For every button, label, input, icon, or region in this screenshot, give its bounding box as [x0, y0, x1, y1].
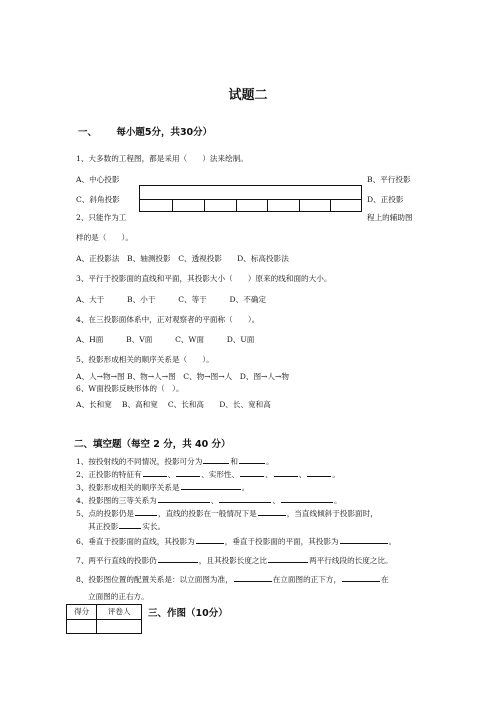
- question-1-option-c: C、斜角投影: [76, 195, 120, 204]
- question-3-options: A、大于 B、小于 C、等于 D、不确定: [76, 295, 267, 304]
- fill-5-text: ，直线的投影在一般情况下是: [158, 509, 257, 518]
- fill-2-text: 、: [265, 470, 273, 479]
- section2-heading: 二、填空题（每空 2 分，共 40 分）: [74, 439, 231, 450]
- fill-1-text: 。: [265, 457, 274, 466]
- question-2-right: 程上的辅助图: [367, 213, 413, 222]
- question-5-options: A、人→物→图 B、物→人→图 C、物→图→人 D、图→人→物: [76, 372, 289, 381]
- question-6-options: A、长和宽 B、高和宽 C、长和高 D、长、宽和高: [76, 400, 271, 409]
- grid-vertical-line: [172, 199, 173, 211]
- answer-blank[interactable]: [176, 468, 200, 477]
- fill-question-6: [76, 535, 396, 547]
- fill-3-text: 。: [241, 483, 250, 492]
- answer-blank[interactable]: [340, 535, 388, 544]
- answer-blank[interactable]: [268, 554, 308, 563]
- fill-6-text: 6、垂直于投影面的直线，其投影为: [76, 537, 195, 546]
- grid-horizontal-line: [140, 199, 361, 200]
- page-title: 试题二: [228, 88, 268, 103]
- fill-question-5-continued: [88, 520, 165, 532]
- fill-question-1: [76, 455, 274, 467]
- answer-blank[interactable]: [258, 507, 286, 516]
- fill-5-text: 实长。: [142, 522, 166, 531]
- answer-blank[interactable]: [158, 494, 210, 503]
- fill-question-2: [76, 468, 340, 480]
- fill-8-text: 在立面图的正下方，: [272, 575, 342, 584]
- fill-7-text: 两平行线段的长度之比。: [309, 556, 393, 565]
- question-1: 1、大多数的工程图，都是采用（ ）法来绘制。: [76, 154, 248, 163]
- blank-grid: [139, 185, 362, 212]
- section1-heading: [78, 124, 212, 138]
- question-2-continued: 样的是（ ）。: [76, 233, 133, 242]
- fill-5-text: ，当直线倾斜于投影面时，: [286, 509, 378, 518]
- question-1-option-b: B、平行投影: [367, 175, 411, 184]
- grid-vertical-line: [330, 199, 331, 211]
- answer-blank[interactable]: [240, 468, 264, 477]
- fill-question-8: [76, 573, 389, 585]
- fill-1-text: 1、按投射线的不同情况，投影可分为: [76, 457, 203, 466]
- fill-6-text: ，垂直于投影面的平面，其投影为: [224, 537, 339, 546]
- score-label: 得分: [67, 605, 97, 620]
- fill-8-text: 8、投影图位置的配置关系是：以立面图为准，: [76, 575, 233, 584]
- question-4: 4、在三投影面体系中，正对观察者的平面称（ ）。: [76, 315, 260, 324]
- question-1-option-d: D、正投影: [367, 195, 404, 204]
- fill-6-text: 。: [388, 537, 397, 546]
- fill-4-text: 、: [272, 496, 280, 505]
- answer-blank[interactable]: [119, 520, 141, 529]
- answer-blank[interactable]: [135, 507, 157, 516]
- fill-7-text: 7、两平行直线的投影仍: [76, 556, 157, 565]
- fill-5-text: 5、点的投影仍是: [76, 509, 134, 518]
- question-3: 3、平行于投影面的直线和平面，其投影大小（ ）原来的线和面的大小。: [76, 274, 332, 283]
- grid-vertical-line: [236, 199, 237, 211]
- answer-blank[interactable]: [281, 494, 333, 503]
- answer-blank[interactable]: [181, 481, 241, 490]
- section3-heading: 三、作图（10分）: [148, 608, 228, 619]
- fill-question-7: [76, 554, 393, 566]
- fill-question-3: [76, 481, 249, 493]
- fill-3-text: 3、投影形成相关的顺序关系是: [76, 483, 180, 492]
- score-table: [66, 604, 142, 634]
- answer-blank[interactable]: [234, 573, 272, 582]
- fill-question-8-continued: 立面图的正右方。: [88, 592, 149, 601]
- question-2-left: 2、只能作为工: [76, 213, 127, 222]
- fill-4-text: 。: [333, 496, 342, 505]
- answer-blank[interactable]: [203, 455, 229, 464]
- question-4-options: A、H面 B、V面 C、W面 D、U面: [76, 335, 255, 344]
- fill-5-text: 其正投影: [88, 522, 119, 531]
- fill-question-4: [76, 494, 342, 506]
- fill-1-text: 和: [230, 457, 238, 466]
- answer-blank[interactable]: [158, 554, 198, 563]
- fill-4-text: 、: [210, 496, 219, 505]
- question-2-options: A、正投影法 B、轴测投影 C、透视投影 D、标高投影法: [76, 254, 289, 263]
- fill-4-text: 4、投影图的三等关系为: [76, 496, 157, 505]
- fill-2-text: 、: [167, 470, 176, 479]
- grid-vertical-line: [204, 199, 205, 211]
- answer-blank[interactable]: [196, 535, 224, 544]
- answer-blank[interactable]: [239, 455, 265, 464]
- question-6: 6、W面投影反映形体的（ ）。: [76, 384, 184, 393]
- grid-vertical-line: [267, 199, 268, 211]
- fill-7-text: ，且其投影长度之比: [198, 556, 268, 565]
- answer-blank[interactable]: [274, 468, 298, 477]
- grader-label: 评卷人: [97, 605, 142, 620]
- fill-2-text: 、实形性、: [201, 470, 240, 479]
- section1-heading-num: 一、: [78, 127, 98, 138]
- section1-heading-text: 每小题5分，共30分）: [116, 127, 213, 138]
- score-cell[interactable]: [67, 619, 97, 634]
- fill-2-text: 、: [298, 470, 307, 479]
- fill-2-text: 2、正投影的特征有: [76, 470, 142, 479]
- grid-vertical-line: [299, 199, 300, 211]
- grader-cell[interactable]: [97, 619, 142, 634]
- answer-blank[interactable]: [342, 573, 380, 582]
- answer-blank[interactable]: [307, 468, 331, 477]
- answer-blank[interactable]: [143, 468, 167, 477]
- fill-question-5: [76, 507, 378, 519]
- question-1-option-a: A、中心投影: [76, 175, 120, 184]
- question-5: 5、投影形成相关的顺序关系是（ ）。: [76, 355, 214, 364]
- fill-8-text: 在: [381, 575, 389, 584]
- fill-2-text: 。: [332, 470, 340, 479]
- answer-blank[interactable]: [219, 494, 271, 503]
